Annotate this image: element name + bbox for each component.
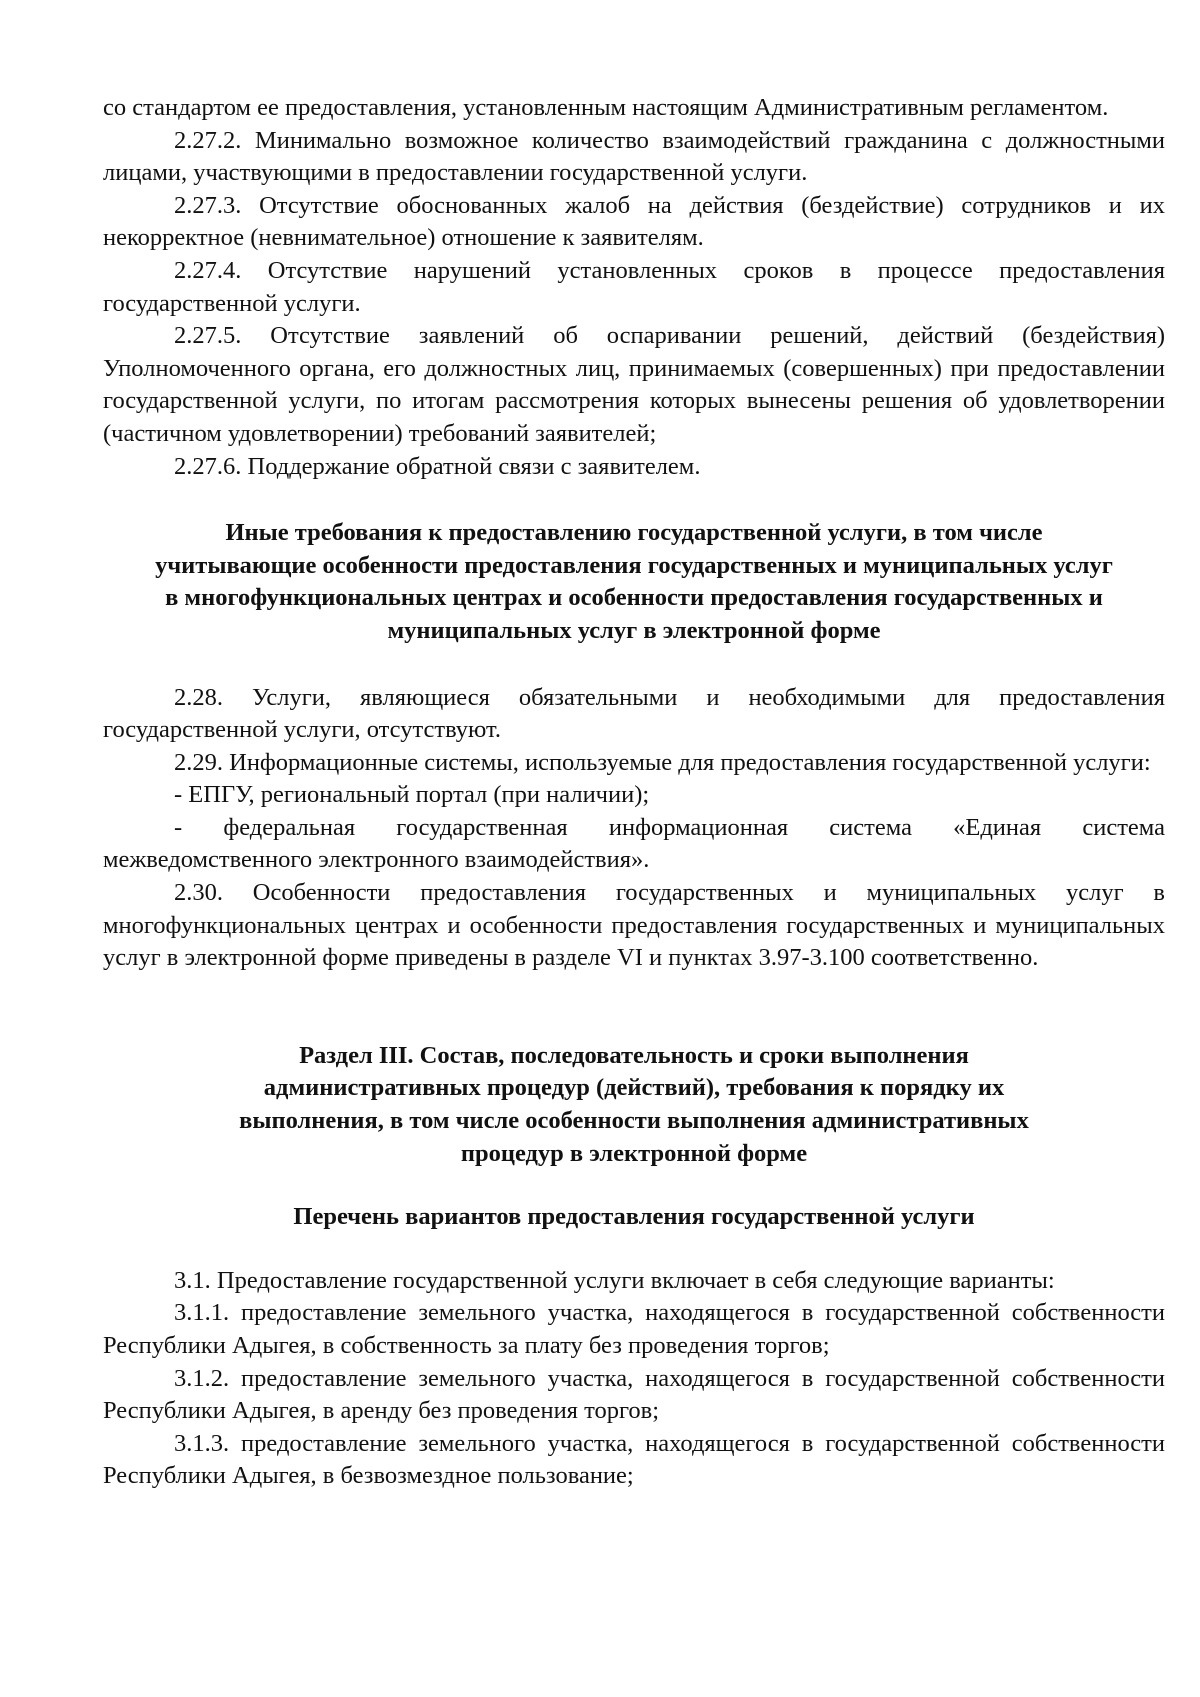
- paragraph-2-30: 2.30. Особенности предоставления государственных и муниципальных услуг в многофункциональных центрах и особенности предоставления государственных и муниципальных услуг в электронной форме приведены в разделе VI и пунктах 3.97-3.100 соответственно.: [103, 879, 1165, 972]
- paragraph-2-27-2: 2.27.2. Минимально возможное количество взаимодействий гражданина с должностными лицами, участвующими в предоставлении государственной услуги.: [103, 126, 1165, 187]
- subsection-heading-variants: Перечень вариантов предоставления государственной услуги: [293, 1203, 975, 1231]
- paragraph-3-1-3: 3.1.3. предоставление земельного участка, находящегося в государственной собственности Республики Адыгея, в безвозмездное пользование;: [103, 1429, 1165, 1490]
- section-heading-part-3: Раздел III. Состав, последовательность и сроки выполнения административных процедур (действий), требования к порядку их выполнения, в том числе особенности выполнения административных процедур в электронной форме: [239, 1041, 1029, 1167]
- paragraph-2-29: 2.29. Информационные системы, используемые для предоставления государственной услуги:: [174, 748, 1151, 776]
- spacer: [103, 1170, 1165, 1201]
- spacer: [103, 648, 1165, 682]
- spacer: [103, 1234, 1165, 1265]
- paragraph-3-1-1: 3.1.1. предоставление земельного участка, находящегося в государственной собственности Республики Адыгея, в собственность за плату без проведения торгов;: [103, 1299, 1165, 1359]
- list-item-smev: - федеральная государственная информационная система «Единая система межведомственного электронного взаимодействия».: [103, 813, 1165, 874]
- section-heading-other-requirements: Иные требования к предоставлению государственной услуги, в том числе учитывающие особенности предоставления государственных и муниципальных услуг в многофункциональных центрах и особенности предоставления государственных и муниципальных услуг в электронной форме: [155, 519, 1113, 644]
- paragraph-2-27-6: 2.27.6. Поддержание обратной связи с заявителем.: [174, 452, 701, 480]
- paragraph-3-1-2: 3.1.2. предоставление земельного участка, находящегося в государственной собственности Республики Адыгея, в аренду без проведения торгов;: [103, 1364, 1165, 1425]
- paragraph-2-27-3: 2.27.3. Отсутствие обоснованных жалоб на действия (бездействие) сотрудников и их некорректное (невнимательное) отношение к заявителям.: [103, 191, 1165, 252]
- paragraph-2-27-5: 2.27.5. Отсутствие заявлений об оспаривании решений, действий (бездействия) Уполномоченного органа, его должностных лиц, принимаемых (совершенных) при предоставлении государственной услуги, по итогам рассмотрения которых вынесены решения об удовлетворении (частичном удовлетворении) требований заявителей;: [103, 322, 1165, 447]
- spacer: [103, 483, 1165, 517]
- paragraph-continuation: со стандартом ее предоставления, установленным настоящим Административным регламентом.: [103, 94, 1109, 121]
- paragraph-2-28: 2.28. Услуги, являющиеся обязательными и необходимыми для предоставления государственной услуги, отсутствуют.: [103, 683, 1165, 744]
- list-item-epgu: - ЕПГУ, региональный портал (при наличии);: [174, 781, 650, 809]
- spacer: [103, 975, 1165, 1040]
- paragraph-2-27-4: 2.27.4. Отсутствие нарушений установленных сроков в процессе предоставления государственной услуги.: [103, 256, 1165, 317]
- document-page: [103, 92, 1165, 1493]
- paragraph-3-1: 3.1. Предоставление государственной услуги включает в себя следующие варианты:: [174, 1266, 1055, 1294]
